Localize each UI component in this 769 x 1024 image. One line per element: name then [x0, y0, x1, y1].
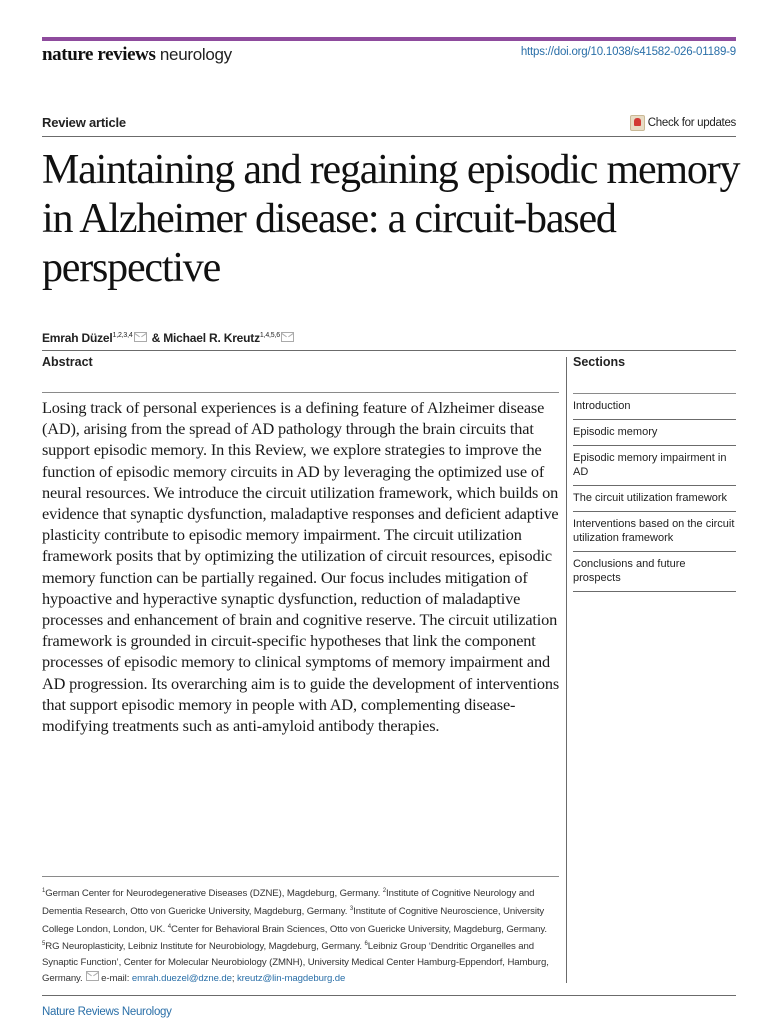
affiliation-text: Institute of Cognitive Neurology and Dementia Research, Otto von Guericke University, Magdeburg, Germany.: [42, 888, 535, 917]
divider: [42, 876, 559, 877]
affiliation-text: Center for Behavioral Brain Sciences, Otto von Guericke University, Magdeburg, Germany.: [171, 923, 547, 935]
affiliation-number: 3: [349, 905, 354, 912]
author-separator: &: [148, 331, 164, 345]
email-link[interactable]: kreutz@lin-magdeburg.de: [236, 972, 346, 984]
article-title: Maintaining and regaining episodic memory in Alzheimer disease: a circuit-based perspective: [42, 147, 740, 291]
affiliation-number: 4: [167, 923, 171, 930]
affiliation-text: RG Neuroplasticity, Leibniz Institute for Neurobiology, Magdeburg, Germany.: [45, 941, 365, 953]
email-prefix: e-mail:: [101, 972, 132, 984]
section-link-circuit-utilization-framework[interactable]: The circuit utilization framework: [573, 486, 736, 512]
abstract-heading: Abstract: [42, 355, 93, 369]
journal-logo-bold: nature reviews: [42, 44, 156, 65]
author-name[interactable]: Michael R. Kreutz: [163, 331, 260, 345]
journal-accent-bar: [42, 37, 736, 41]
journal-logo-light: neurology: [155, 45, 232, 64]
mail-icon: [86, 971, 99, 981]
affiliation-number: 2: [382, 888, 387, 894]
mail-icon[interactable]: [134, 332, 147, 342]
section-link-introduction[interactable]: Introduction: [573, 394, 736, 420]
section-link-conclusions[interactable]: Conclusions and future prospects: [573, 552, 736, 592]
author-name[interactable]: Emrah Düzel: [42, 331, 113, 345]
affiliations: [42, 884, 560, 986]
journal-logo[interactable]: [42, 44, 232, 66]
author-list: [42, 331, 296, 345]
email-separator: ;: [231, 972, 237, 984]
sections-nav: [573, 393, 736, 592]
column-divider: [566, 357, 567, 983]
affiliation-text: German Center for Neurodegenerative Diseases (DZNE), Magdeburg, Germany.: [45, 888, 383, 900]
section-link-episodic-memory-impairment[interactable]: Episodic memory impairment in AD: [573, 446, 736, 486]
check-updates-icon: [630, 115, 645, 131]
divider: [42, 392, 559, 393]
affiliation-text: Leibniz Group ‘Dendritic Organelles and Synaptic Function’, Center for Molecular Neurobiology (ZMNH), University Medical Center Hamburg-Eppendorf, Hamburg, Germany.: [42, 941, 549, 984]
divider: [42, 350, 736, 351]
section-link-interventions[interactable]: Interventions based on the circuit utilization framework: [573, 512, 736, 552]
divider: [42, 136, 736, 137]
affiliation-number: 6: [364, 941, 368, 948]
affiliation-text: Institute of Cognitive Neuroscience, University College London, London, UK.: [42, 905, 545, 935]
sections-heading: Sections: [573, 355, 626, 369]
email-link[interactable]: emrah.duezel@dzne.de: [131, 972, 232, 984]
mail-icon[interactable]: [281, 332, 294, 342]
author-affiliation-refs: 1,2,3,4: [112, 332, 133, 339]
check-updates-label: Check for updates: [647, 117, 736, 129]
divider: [42, 995, 736, 996]
affiliation-number: 1: [42, 888, 46, 894]
abstract-text: Losing track of personal experiences is a defining feature of Alzheimer disease (AD), arising from the spread of AD pathology through the brain circuits that support episodic memory. In this Review, we explore strategies to improve the function of episodic memory circuits in AD by leveraging the optimized use of neural resources. We introduce the circuit utilization framework, which builds on evidence that synaptic dysfunction, maladaptive responses and deficient adaptive plasticity contribute to episodic memory impairment. The circuit utilization framework posits that by optimizing the utilization of circuit resources, episodic memory function can be partially regained. Our focus includes mitigation of hypoactive and hyperactive synaptic dysfunction, reduction of maladaptive processes and enhancement of brain and cognitive reserve. The circuit utilization framework is grounded in circuit-specific hypotheses that link the component processes of episodic memory to clinical symptoms of memory impairment and AD progression. Its overarching aim is to guide the development of interventions that support episodic memory in people with AD, complementing disease-modifying treatments such as anti-amyloid antibody therapies.: [42, 398, 560, 736]
article-type-label: Review article: [42, 115, 126, 130]
affiliation-number: 5: [42, 941, 46, 948]
doi-link[interactable]: https://doi.org/10.1038/s41582-026-01189-9: [520, 46, 736, 58]
author-affiliation-refs: 1,4,5,6: [259, 332, 280, 339]
footer-journal-link[interactable]: Nature Reviews Neurology: [42, 1006, 172, 1018]
section-link-episodic-memory[interactable]: Episodic memory: [573, 420, 736, 446]
check-for-updates-button[interactable]: [630, 115, 736, 131]
